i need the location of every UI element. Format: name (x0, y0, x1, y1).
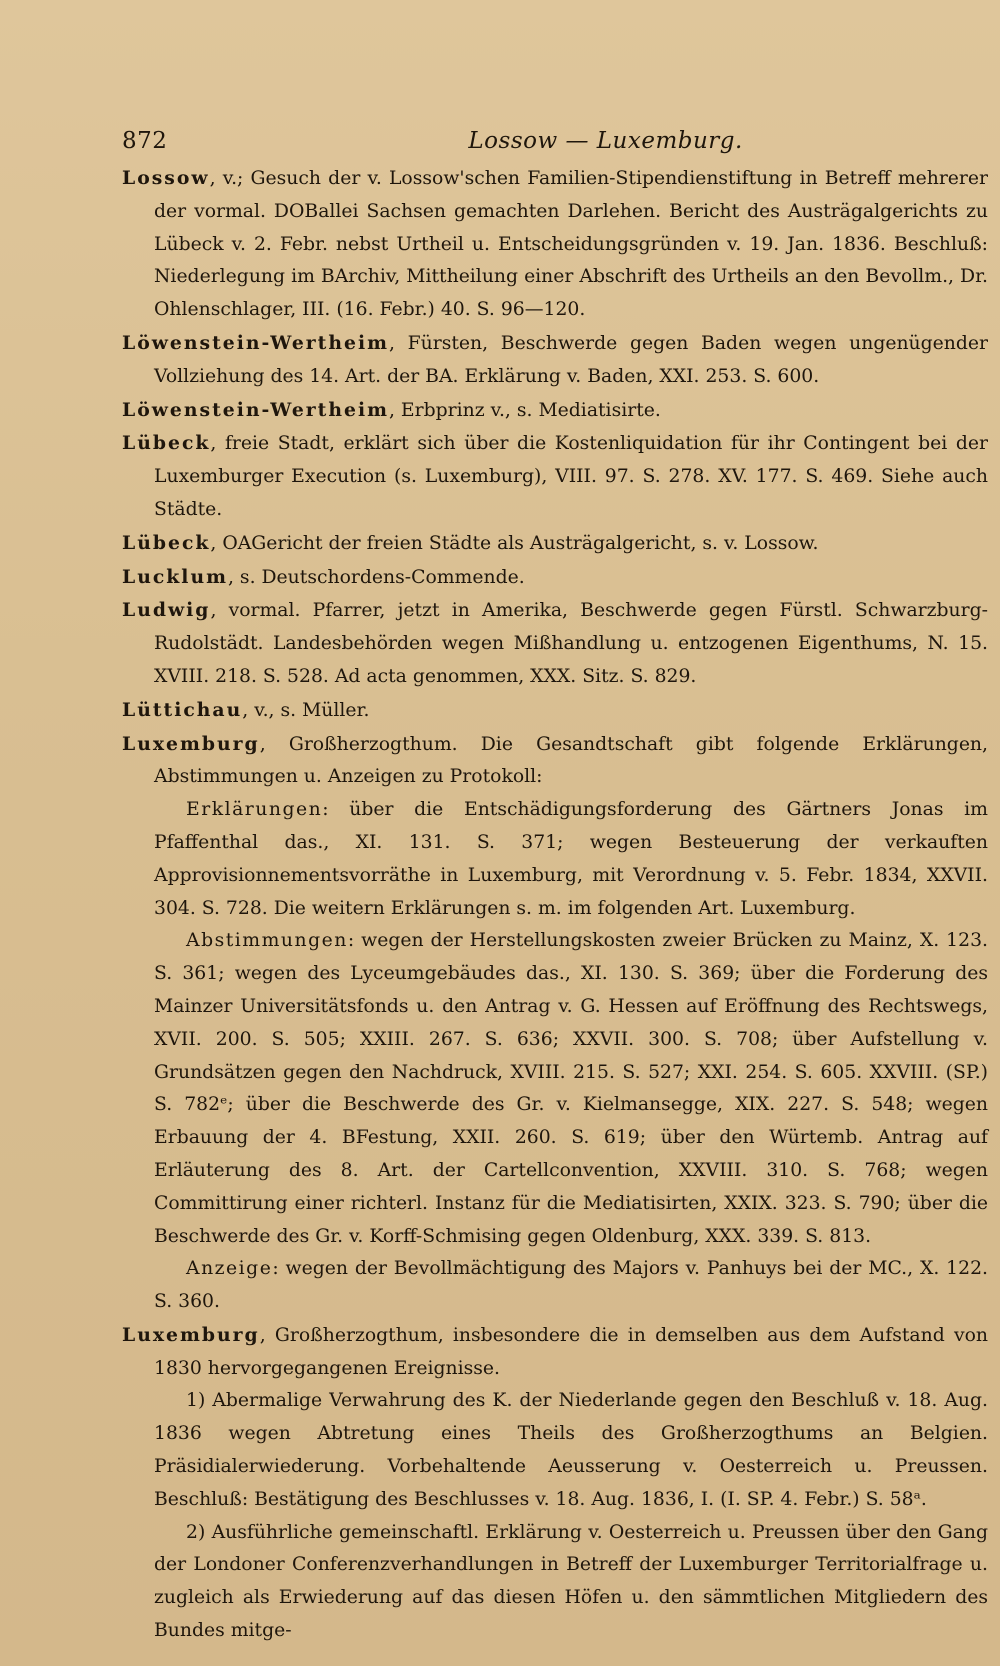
index-entry-loewenstein-fuersten: Löwenstein-Wertheim, Fürsten, Beschwerde gegen Baden wegen ungenügender Vollziehung des 14. Art. der BA. Erklärung v. Baden, XXI. 253. S. 600. (122, 331, 988, 387)
index-entry-luebeck-stadt: Lübeck, freie Stadt, erklärt sich über die Kostenliquidation für ihr Contingent bei der Luxemburger Execution (s. Luxemburg), VIII. 97. S. 278. XV. 177. S. 469. Siehe auch Städte. (122, 432, 988, 520)
page-number: 872 (122, 128, 168, 154)
page-header (122, 128, 988, 154)
index-entry-lucklum: Lucklum, s. Deutschordens-Commende. (122, 565, 525, 588)
sub-abstimmungen: Abstimmungen: wegen der Herstellungskosten zweier Brücken zu Mainz, X. 123. S. 361; wegen des Lyceumgebäudes das., XI. 130. S. 369; über die Forderung des Mainzer Universitätsfonds u. den Antrag v. G. Hessen auf Eröffnung des Rechtswegs, XVII. 200. S. 505; XXIII. 267. S. 636; XXVII. 300. S. 708; über Aufstellung v. Grundsätzen gegen den Nachdruck, XVIII. 215. S. 527; XXI. 254. S. 605. XXVIII. (SP.) S. 782ᵉ; über die Beschwerde des Gr. v. Kielmansegge, XIX. 227. S. 548; wegen Erbauung der 4. BFestung, XXII. 260. S. 619; über den Würtemb. Antrag auf Erläuterung des 8. Art. der Cartellconvention, XXVIII. 310. S. 768; wegen Committirung einer richterl. Instanz für die Mediatisirten, XXIX. 323. S. 790; über die Beschwerde des Gr. v. Korff-Schmising gegen Oldenburg, XXX. 339. S. 813. (154, 930, 988, 1247)
index-entry-ludwig: Ludwig, vormal. Pfarrer, jetzt in Amerika, Beschwerde gegen Fürstl. Schwarzburg-Rudolstädt. Landesbehörden wegen Mißhandlung u. entzogenen Eigenthums, N. 15. XVIII. 218. S. 528. Ad acta genommen, XXX. Sitz. S. 829. (122, 599, 988, 687)
index-entry-luxemburg-1: Luxemburg, Großherzogthum. Die Gesandtschaft gibt folgende Erklärungen, Abstimmungen u. Anzeigen zu Protokoll: (122, 732, 988, 788)
sub-item-2: 2) Ausführliche gemeinschaftl. Erklärung v. Oesterreich u. Preussen über den Gang der Londoner Conferenzverhandlungen in Betreff der Luxemburger Territorialfrage u. zugleich als Erwiederung auf das diesen Höfen u. den sämmtlichen Mitgliedern des Bundes mitge- (154, 1521, 988, 1642)
index-entry-loewenstein-erbprinz: Löwenstein-Wertheim, Erbprinz v., s. Mediatisirte. (122, 398, 661, 421)
sub-erklaerungen: Erklärungen: über die Entschädigungsforderung des Gärtners Jonas im Pfaffenthal das., XI. 131. S. 371; wegen Besteuerung der verkauften Approvisionnementsvorräthe in Luxemburg, mit Verordnung v. 5. Febr. 1834, XXVII. 304. S. 728. Die weitern Erklärungen s. m. im folgenden Art. Luxemburg. (154, 799, 988, 919)
index-entry-luebeck-oagericht: Lübeck, OAGericht der freien Städte als Austrägalgericht, s. v. Lossow. (122, 531, 819, 554)
sub-anzeige: Anzeige: wegen der Bevollmächtigung des Majors v. Panhuys bei der MC., X. 122. S. 360. (154, 1258, 988, 1313)
index-entry-lossow: Lossow, v.; Gesuch der v. Lossow'schen Familien-Stipendienstiftung in Betreff mehrerer der vormal. DOBallei Sachsen gemachten Darlehen. Bericht des Austrägalgerichts zu Lübeck v. 2. Febr. nebst Urtheil u. Entscheidungsgründen v. 19. Jan. 1836. Beschluß: Niederlegung im BArchiv, Mittheilung einer Abschrift des Urtheils an den Bevollm., Dr. Ohlenschlager, III. (16. Febr.) 40. S. 96—120. (122, 167, 988, 321)
sub-item-1: 1) Abermalige Verwahrung des K. der Niederlande gegen den Beschluß v. 18. Aug. 1836 wegen Abtretung eines Theils des Großherzogthums an Belgien. Präsidialerwiederung. Vorbehaltende Aeusserung v. Oesterreich u. Preussen. Beschluß: Bestätigung des Beschlusses v. 18. Aug. 1836, I. (I. SP. 4. Febr.) S. 58ᵃ. (154, 1390, 988, 1510)
index-entry-luettichau: Lüttichau, v., s. Müller. (122, 698, 370, 721)
index-entry-luxemburg-2: Luxemburg, Großherzogthum, insbesondere die in demselben aus dem Aufstand von 1830 hervorgegangenen Ereignisse. (122, 1323, 988, 1379)
running-head: Lossow — Luxemburg. (468, 128, 743, 154)
